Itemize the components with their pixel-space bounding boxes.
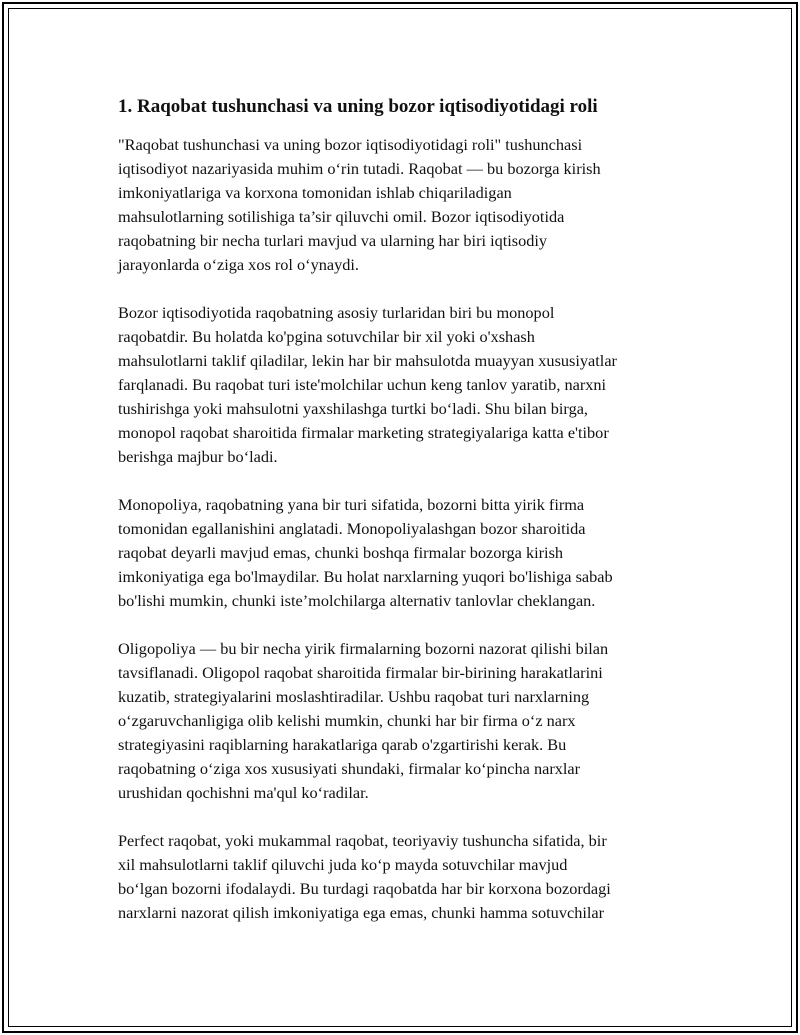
text-line: tomonidan egallanishini anglatadi. Monopoliyalashgan bozor sharoitida	[118, 519, 586, 538]
text-line: mahsulotlarning sotilishiga ta’sir qiluvchi omil. Bozor iqtisodiyotida	[118, 207, 565, 226]
text-line: jarayonlarda o‘ziga xos rol o‘ynaydi.	[118, 255, 359, 274]
text-line: monopol raqobat sharoitida firmalar marketing strategiyalariga katta e'tibor	[118, 423, 609, 442]
paragraph-1	[118, 133, 684, 277]
document-body	[118, 94, 684, 949]
text-line: iqtisodiyot nazariyasida muhim o‘rin tutadi. Raqobat — bu bozorga kirish	[118, 159, 601, 178]
text-line: bo‘lgan bozorni ifodalaydi. Bu turdagi raqobatda har bir korxona bozordagi	[118, 879, 611, 898]
text-line: imkoniyatiga ega bo'lmaydilar. Bu holat narxlarning yuqori bo'lishiga sabab	[118, 567, 613, 586]
text-line: Bozor iqtisodiyotida raqobatning asosiy turlaridan biri bu monopol	[118, 303, 555, 322]
text-line: mahsulotlarni taklif qiladilar, lekin har bir mahsulotda muayyan xususiyatlar	[118, 351, 617, 370]
paragraph-2	[118, 301, 684, 469]
text-line: Monopoliya, raqobatning yana bir turi sifatida, bozorni bitta yirik firma	[118, 495, 585, 514]
text-line: imkoniyatlariga va korxona tomonidan ishlab chiqariladigan	[118, 183, 512, 202]
text-line: berishga majbur bo‘ladi.	[118, 447, 278, 466]
paragraph-4	[118, 637, 684, 805]
paragraph-5	[118, 829, 684, 925]
text-line: kuzatib, strategiyalarini moslashtiradilar. Ushbu raqobat turi narxlarning	[118, 687, 590, 706]
text-line: strategiyasini raqiblarning harakatlariga qarab o'zgartirishi kerak. Bu	[118, 735, 567, 754]
text-line: narxlarni nazorat qilish imkoniyatiga ega emas, chunki hamma sotuvchilar	[118, 903, 605, 922]
text-line: urushidan qochishni ma'qul ko‘radilar.	[118, 783, 369, 802]
text-line: tavsiflanadi. Oligopol raqobat sharoitida firmalar bir-birining harakatlarini	[118, 663, 603, 682]
text-line: raqobatning o‘ziga xos xususiyati shundaki, firmalar ko‘pincha narxlar	[118, 759, 581, 778]
text-line: tushirishga yoki mahsulotni yaxshilashga turtki bo‘ladi. Shu bilan birga,	[118, 399, 589, 418]
text-line: raqobatdir. Bu holatda ko'pgina sotuvchilar bir xil yoki o'xshash	[118, 327, 535, 346]
text-line: raqobat deyarli mavjud emas, chunki boshqa firmalar bozorga kirish	[118, 543, 564, 562]
text-line: Perfect raqobat, yoki mukammal raqobat, teoriyaviy tushuncha sifatida, bir	[118, 831, 607, 850]
text-line: raqobatning bir necha turlari mavjud va ularning har biri iqtisodiy	[118, 231, 548, 250]
text-line: farqlanadi. Bu raqobat turi iste'molchilar uchun keng tanlov yaratib, narxni	[118, 375, 607, 394]
text-line: bo'lishi mumkin, chunki iste’molchilarga alternativ tanlovlar cheklangan.	[118, 591, 596, 610]
text-line: "Raqobat tushunchasi va uning bozor iqtisodiyotidagi roli" tushunchasi	[118, 135, 583, 154]
text-line: xil mahsulotlarni taklif qiluvchi juda ko‘p mayda sotuvchilar mavjud	[118, 855, 568, 874]
section-heading: 1. Raqobat tushunchasi va uning bozor iqtisodiyotidagi roli	[118, 96, 598, 117]
text-line: o‘zgaruvchanligiga olib kelishi mumkin, chunki har bir firma o‘z narx	[118, 711, 576, 730]
text-line: Oligopoliya — bu bir necha yirik firmalarning bozorni nazorat qilishi bilan	[118, 639, 609, 658]
paragraph-3	[118, 493, 684, 613]
